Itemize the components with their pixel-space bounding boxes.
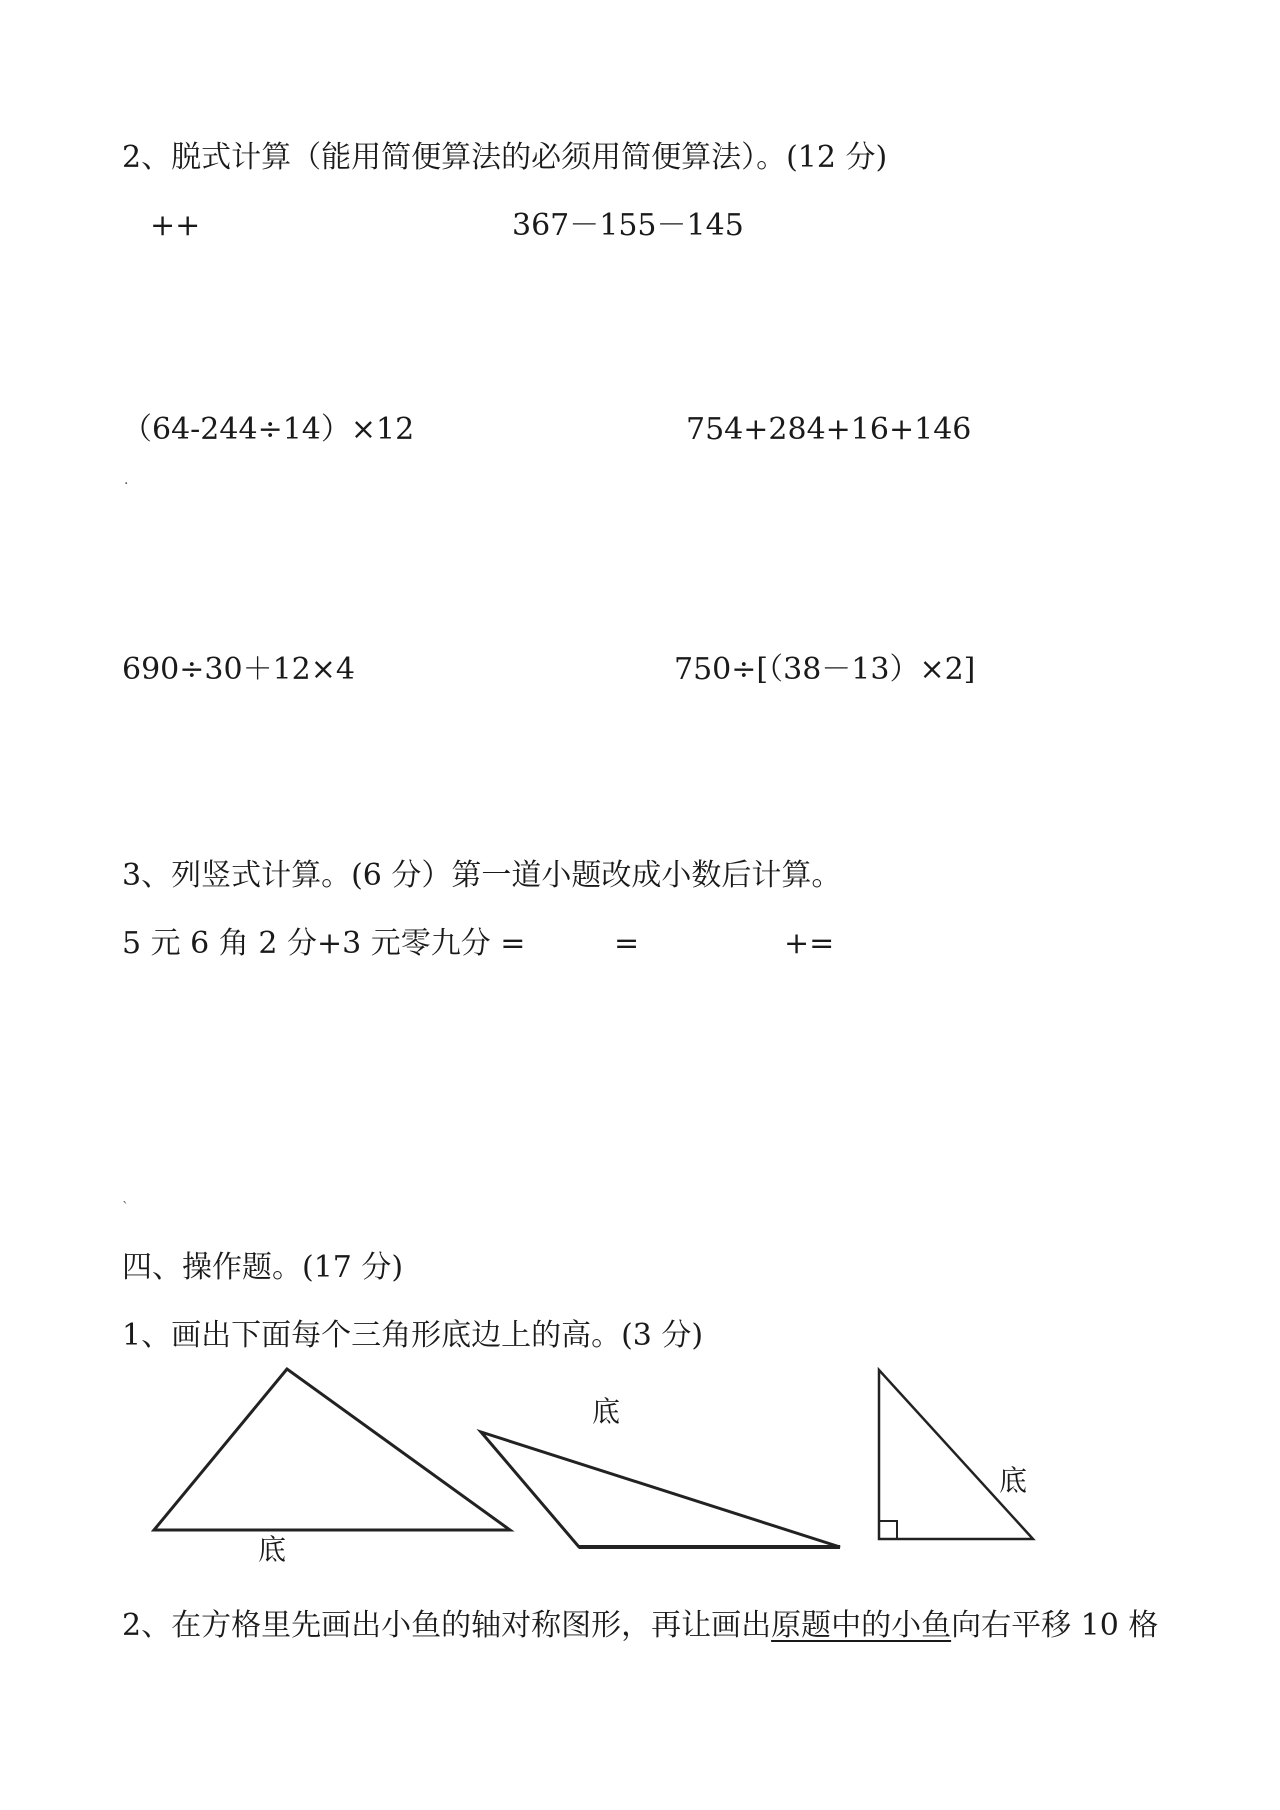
section3-heading: 3、列竖式计算。(6 分）第一道小题改成小数后计算。 (122, 858, 842, 893)
question-2-text-end: 向右平移 10 格 (951, 1608, 1159, 1643)
vertical-calc-3: += (784, 926, 835, 961)
stray-mark: · (124, 476, 129, 492)
section2-heading: 2、脱式计算（能用简便算法的必须用简便算法）。(12 分) (122, 140, 888, 175)
vertical-calc-1: 5 元 6 角 2 分+3 元零九分 = (122, 926, 526, 961)
problem-4: 754+284+16+146 (686, 412, 972, 447)
problem-2: 367－155－145 (512, 208, 744, 243)
question-1: 1、画出下面每个三角形底边上的高。(3 分) (122, 1318, 704, 1353)
vertical-calc-2: = (614, 926, 640, 961)
problem-1: ++ (150, 208, 201, 243)
stray-mark: ` (122, 1200, 129, 1216)
question-2 (122, 1608, 1158, 1644)
question-2-text: 2、在方格里先画出小鱼的轴对称图形，再让画出 (122, 1608, 772, 1643)
part4-heading: 四、操作题。(17 分) (122, 1250, 404, 1285)
problem-5: 690÷30＋12×4 (122, 652, 355, 687)
triangle-2-base-label: 底 (592, 1395, 621, 1428)
triangle-1-base-label: 底 (258, 1533, 287, 1566)
problem-3: （64-244÷14）×12 (122, 412, 415, 447)
question-2-underlined: 原题中的小鱼 (771, 1608, 952, 1643)
triangle-3-base-label: 底 (999, 1464, 1028, 1497)
problem-6: 750÷[（38－13）×2] (674, 652, 976, 687)
